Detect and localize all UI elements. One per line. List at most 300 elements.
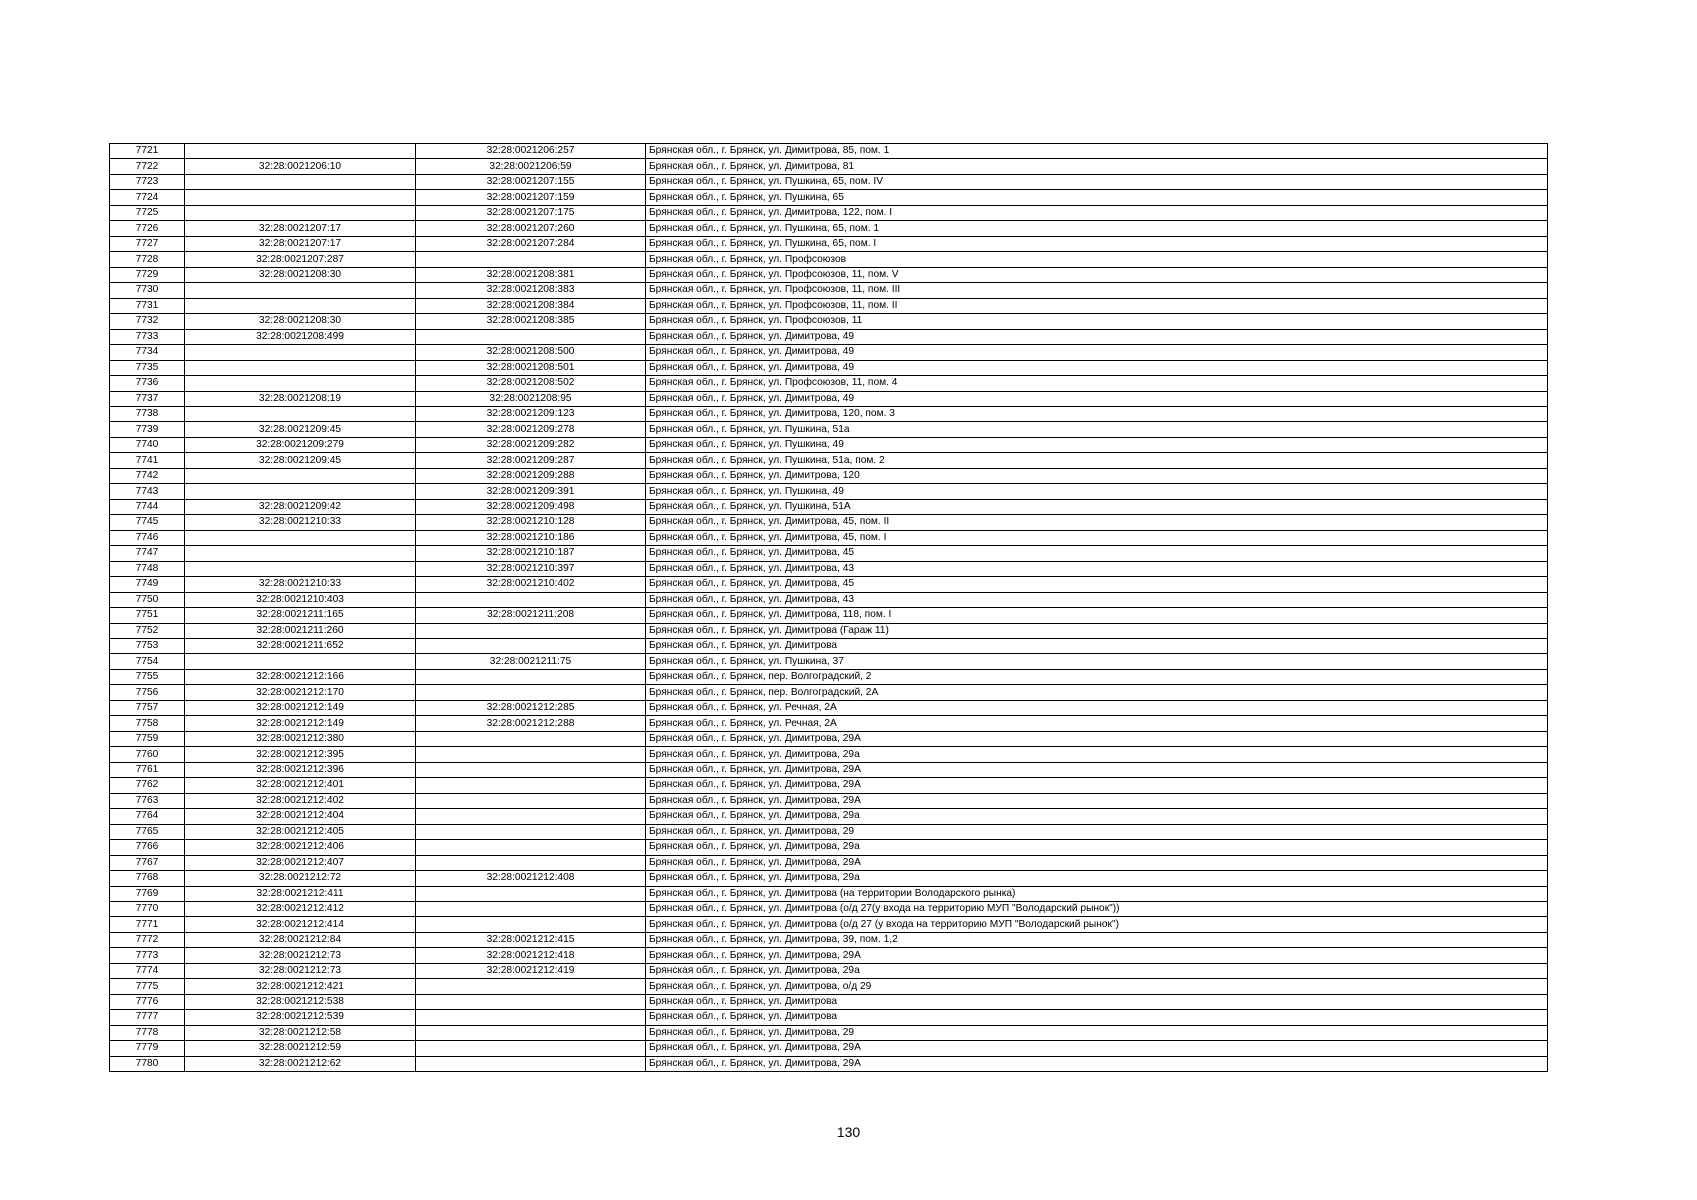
- parcel-number-cell: 32:28:0021208:19: [185, 391, 416, 406]
- parcel-number-cell: 32:28:0021209:45: [185, 453, 416, 468]
- address-cell: Брянская обл., г. Брянск, ул. Димитрова, 43: [646, 592, 1548, 607]
- address-cell: Брянская обл., г. Брянск, ул. Пушкина, 65, пом. IV: [646, 174, 1548, 189]
- parcel-number-cell: [185, 298, 416, 313]
- row-number-cell: 7775: [110, 979, 185, 994]
- address-cell: Брянская обл., г. Брянск, ул. Профсоюзов, 11, пом. III: [646, 283, 1548, 298]
- table-row: [110, 437, 1548, 452]
- row-number-cell: 7731: [110, 298, 185, 313]
- address-cell: Брянская обл., г. Брянск, ул. Пушкина, 37: [646, 654, 1548, 669]
- row-number-cell: 7777: [110, 1010, 185, 1025]
- row-number-cell: 7753: [110, 639, 185, 654]
- object-number-cell: 32:28:0021209:278: [416, 422, 646, 437]
- address-cell: Брянская обл., г. Брянск, ул. Речная, 2А: [646, 700, 1548, 715]
- object-number-cell: 32:28:0021212:288: [416, 716, 646, 731]
- address-cell: Брянская обл., г. Брянск, ул. Димитрова, 120: [646, 468, 1548, 483]
- object-number-cell: 32:28:0021210:128: [416, 515, 646, 530]
- address-cell: Брянская обл., г. Брянск, ул. Профсоюзов, 11: [646, 314, 1548, 329]
- parcel-number-cell: 32:28:0021212:404: [185, 809, 416, 824]
- address-cell: Брянская обл., г. Брянск, ул. Димитрова, 29А: [646, 948, 1548, 963]
- object-number-cell: 32:28:0021207:159: [416, 190, 646, 205]
- address-cell: Брянская обл., г. Брянск, ул. Пушкина, 65, пом. I: [646, 236, 1548, 251]
- table-row: [110, 484, 1548, 499]
- row-number-cell: 7723: [110, 174, 185, 189]
- parcel-number-cell: 32:28:0021209:279: [185, 437, 416, 452]
- row-number-cell: 7772: [110, 932, 185, 947]
- row-number-cell: 7733: [110, 329, 185, 344]
- row-number-cell: 7760: [110, 747, 185, 762]
- parcel-number-cell: 32:28:0021212:58: [185, 1025, 416, 1040]
- address-cell: Брянская обл., г. Брянск, ул. Димитрова, 29а: [646, 871, 1548, 886]
- table-row: [110, 1025, 1548, 1040]
- row-number-cell: 7765: [110, 824, 185, 839]
- object-number-cell: 32:28:0021207:284: [416, 236, 646, 251]
- parcel-number-cell: 32:28:0021212:539: [185, 1010, 416, 1025]
- parcel-number-cell: 32:28:0021208:30: [185, 267, 416, 282]
- row-number-cell: 7756: [110, 685, 185, 700]
- parcel-number-cell: 32:28:0021212:414: [185, 917, 416, 932]
- table-row: [110, 298, 1548, 313]
- table-row: [110, 994, 1548, 1009]
- address-cell: Брянская обл., г. Брянск, ул. Димитрова, 122, пом. I: [646, 205, 1548, 220]
- table-row: [110, 716, 1548, 731]
- address-cell: Брянская обл., г. Брянск, ул. Димитрова: [646, 994, 1548, 1009]
- object-number-cell: 32:28:0021209:288: [416, 468, 646, 483]
- row-number-cell: 7732: [110, 314, 185, 329]
- row-number-cell: 7740: [110, 437, 185, 452]
- table-row: [110, 608, 1548, 623]
- table-row: [110, 236, 1548, 251]
- object-number-cell: [416, 685, 646, 700]
- table-row: [110, 979, 1548, 994]
- table-row: [110, 917, 1548, 932]
- address-cell: Брянская обл., г. Брянск, ул. Профсоюзов, 11, пом. 4: [646, 376, 1548, 391]
- address-cell: Брянская обл., г. Брянск, ул. Димитрова, 43: [646, 561, 1548, 576]
- table-row: [110, 376, 1548, 391]
- row-number-cell: 7767: [110, 855, 185, 870]
- table-row: [110, 1010, 1548, 1025]
- row-number-cell: 7773: [110, 948, 185, 963]
- object-number-cell: 32:28:0021210:186: [416, 530, 646, 545]
- parcel-number-cell: [185, 376, 416, 391]
- object-number-cell: 32:28:0021212:419: [416, 963, 646, 978]
- parcel-number-cell: 32:28:0021207:17: [185, 221, 416, 236]
- address-cell: Брянская обл., г. Брянск, ул. Димитрова, 29а: [646, 809, 1548, 824]
- object-number-cell: 32:28:0021206:59: [416, 159, 646, 174]
- table-row: [110, 190, 1548, 205]
- object-number-cell: [416, 1025, 646, 1040]
- object-number-cell: 32:28:0021208:95: [416, 391, 646, 406]
- address-cell: Брянская обл., г. Брянск, ул. Димитрова, 29: [646, 1025, 1548, 1040]
- table-row: [110, 252, 1548, 267]
- address-cell: Брянская обл., г. Брянск, ул. Димитрова, 29А: [646, 731, 1548, 746]
- table-row: [110, 778, 1548, 793]
- table-row: [110, 855, 1548, 870]
- object-number-cell: 32:28:0021211:208: [416, 608, 646, 623]
- object-number-cell: [416, 979, 646, 994]
- parcel-number-cell: 32:28:0021211:652: [185, 639, 416, 654]
- table-row: [110, 639, 1548, 654]
- row-number-cell: 7745: [110, 515, 185, 530]
- object-number-cell: 32:28:0021212:418: [416, 948, 646, 963]
- row-number-cell: 7725: [110, 205, 185, 220]
- object-number-cell: 32:28:0021208:384: [416, 298, 646, 313]
- object-number-cell: [416, 886, 646, 901]
- parcel-number-cell: 32:28:0021210:33: [185, 577, 416, 592]
- table-row: [110, 654, 1548, 669]
- object-number-cell: 32:28:0021211:75: [416, 654, 646, 669]
- parcel-number-cell: 32:28:0021212:84: [185, 932, 416, 947]
- row-number-cell: 7774: [110, 963, 185, 978]
- address-cell: Брянская обл., г. Брянск, ул. Димитрова (на территории Володарского рынка): [646, 886, 1548, 901]
- row-number-cell: 7779: [110, 1041, 185, 1056]
- row-number-cell: 7749: [110, 577, 185, 592]
- table-row: [110, 561, 1548, 576]
- object-number-cell: 32:28:0021206:257: [416, 144, 646, 159]
- object-number-cell: 32:28:0021210:187: [416, 546, 646, 561]
- table-row: [110, 391, 1548, 406]
- object-number-cell: 32:28:0021209:123: [416, 406, 646, 421]
- object-number-cell: [416, 1010, 646, 1025]
- object-number-cell: 32:28:0021208:383: [416, 283, 646, 298]
- row-number-cell: 7722: [110, 159, 185, 174]
- table-row: [110, 577, 1548, 592]
- parcel-number-cell: [185, 345, 416, 360]
- row-number-cell: 7754: [110, 654, 185, 669]
- object-number-cell: 32:28:0021207:260: [416, 221, 646, 236]
- object-number-cell: [416, 778, 646, 793]
- address-cell: Брянская обл., г. Брянск, ул. Димитрова, 45: [646, 546, 1548, 561]
- parcel-number-cell: 32:28:0021212:538: [185, 994, 416, 1009]
- object-number-cell: [416, 669, 646, 684]
- row-number-cell: 7736: [110, 376, 185, 391]
- object-number-cell: 32:28:0021212:415: [416, 932, 646, 947]
- object-number-cell: [416, 793, 646, 808]
- address-cell: Брянская обл., г. Брянск, ул. Пушкина, 49: [646, 484, 1548, 499]
- row-number-cell: 7746: [110, 530, 185, 545]
- address-cell: Брянская обл., г. Брянск, ул. Пушкина, 65, пом. 1: [646, 221, 1548, 236]
- row-number-cell: 7735: [110, 360, 185, 375]
- address-cell: Брянская обл., г. Брянск, ул. Димитрова (Гараж 11): [646, 623, 1548, 638]
- parcel-number-cell: 32:28:0021206:10: [185, 159, 416, 174]
- address-cell: Брянская обл., г. Брянск, ул. Пушкина, 49: [646, 437, 1548, 452]
- address-cell: Брянская обл., г. Брянск, ул. Димитрова, 49: [646, 391, 1548, 406]
- parcel-number-cell: 32:28:0021212:402: [185, 793, 416, 808]
- row-number-cell: 7721: [110, 144, 185, 159]
- object-number-cell: 32:28:0021208:385: [416, 314, 646, 329]
- row-number-cell: 7748: [110, 561, 185, 576]
- parcel-number-cell: [185, 144, 416, 159]
- row-number-cell: 7742: [110, 468, 185, 483]
- property-register-table: [109, 143, 1548, 1072]
- table-row: [110, 453, 1548, 468]
- row-number-cell: 7737: [110, 391, 185, 406]
- table-row: [110, 406, 1548, 421]
- row-number-cell: 7741: [110, 453, 185, 468]
- parcel-number-cell: 32:28:0021212:170: [185, 685, 416, 700]
- address-cell: Брянская обл., г. Брянск, ул. Димитрова, 29А: [646, 1056, 1548, 1071]
- object-number-cell: 32:28:0021207:155: [416, 174, 646, 189]
- row-number-cell: 7761: [110, 762, 185, 777]
- row-number-cell: 7747: [110, 546, 185, 561]
- table-row: [110, 283, 1548, 298]
- parcel-number-cell: [185, 484, 416, 499]
- row-number-cell: 7750: [110, 592, 185, 607]
- address-cell: Брянская обл., г. Брянск, ул. Речная, 2А: [646, 716, 1548, 731]
- table-row: [110, 314, 1548, 329]
- row-number-cell: 7776: [110, 994, 185, 1009]
- parcel-number-cell: [185, 360, 416, 375]
- address-cell: Брянская обл., г. Брянск, ул. Димитрова: [646, 639, 1548, 654]
- row-number-cell: 7752: [110, 623, 185, 638]
- table-body: [110, 144, 1548, 1072]
- object-number-cell: [416, 1056, 646, 1071]
- address-cell: Брянская обл., г. Брянск, ул. Димитрова, 29а: [646, 747, 1548, 762]
- parcel-number-cell: [185, 190, 416, 205]
- address-cell: Брянская обл., г. Брянск, ул. Профсоюзов, 11, пом. V: [646, 267, 1548, 282]
- table-row: [110, 824, 1548, 839]
- row-number-cell: 7751: [110, 608, 185, 623]
- table-row: [110, 1056, 1548, 1071]
- object-number-cell: 32:28:0021212:408: [416, 871, 646, 886]
- parcel-number-cell: 32:28:0021212:407: [185, 855, 416, 870]
- parcel-number-cell: [185, 546, 416, 561]
- parcel-number-cell: 32:28:0021207:17: [185, 236, 416, 251]
- address-cell: Брянская обл., г. Брянск, ул. Димитрова, 29: [646, 824, 1548, 839]
- parcel-number-cell: [185, 530, 416, 545]
- address-cell: Брянская обл., г. Брянск, ул. Димитрова, 81: [646, 159, 1548, 174]
- address-cell: Брянская обл., г. Брянск, ул. Димитрова, 45: [646, 577, 1548, 592]
- object-number-cell: 32:28:0021207:175: [416, 205, 646, 220]
- parcel-number-cell: 32:28:0021212:412: [185, 901, 416, 916]
- parcel-number-cell: [185, 406, 416, 421]
- table-row: [110, 685, 1548, 700]
- address-cell: Брянская обл., г. Брянск, пер. Волгоградский, 2: [646, 669, 1548, 684]
- parcel-number-cell: 32:28:0021207:287: [185, 252, 416, 267]
- object-number-cell: 32:28:0021208:502: [416, 376, 646, 391]
- row-number-cell: 7759: [110, 731, 185, 746]
- page-number: 130: [836, 1124, 861, 1140]
- parcel-number-cell: 32:28:0021209:45: [185, 422, 416, 437]
- table-row: [110, 932, 1548, 947]
- parcel-number-cell: [185, 283, 416, 298]
- row-number-cell: 7726: [110, 221, 185, 236]
- parcel-number-cell: 32:28:0021212:411: [185, 886, 416, 901]
- address-cell: Брянская обл., г. Брянск, ул. Димитрова, 39, пом. 1,2: [646, 932, 1548, 947]
- address-cell: Брянская обл., г. Брянск, ул. Димитрова, 45, пом. II: [646, 515, 1548, 530]
- address-cell: Брянская обл., г. Брянск, ул. Профсоюзов, 11, пом. II: [646, 298, 1548, 313]
- table-row: [110, 809, 1548, 824]
- table-row: [110, 901, 1548, 916]
- object-number-cell: [416, 1041, 646, 1056]
- address-cell: Брянская обл., г. Брянск, ул. Пушкина, 65: [646, 190, 1548, 205]
- object-number-cell: [416, 809, 646, 824]
- address-cell: Брянская обл., г. Брянск, ул. Димитрова, 49: [646, 345, 1548, 360]
- table-row: [110, 747, 1548, 762]
- row-number-cell: 7768: [110, 871, 185, 886]
- object-number-cell: 32:28:0021209:287: [416, 453, 646, 468]
- address-cell: Брянская обл., г. Брянск, пер. Волгоградский, 2А: [646, 685, 1548, 700]
- table-row: [110, 530, 1548, 545]
- parcel-number-cell: 32:28:0021210:403: [185, 592, 416, 607]
- row-number-cell: 7757: [110, 700, 185, 715]
- address-cell: Брянская обл., г. Брянск, ул. Димитрова, 49: [646, 329, 1548, 344]
- table-row: [110, 221, 1548, 236]
- object-number-cell: [416, 252, 646, 267]
- object-number-cell: 32:28:0021209:498: [416, 499, 646, 514]
- address-cell: Брянская обл., г. Брянск, ул. Димитрова, 49: [646, 360, 1548, 375]
- object-number-cell: [416, 901, 646, 916]
- row-number-cell: 7738: [110, 406, 185, 421]
- object-number-cell: [416, 747, 646, 762]
- object-number-cell: [416, 329, 646, 344]
- row-number-cell: 7743: [110, 484, 185, 499]
- table-row: [110, 205, 1548, 220]
- object-number-cell: 32:28:0021208:500: [416, 345, 646, 360]
- parcel-number-cell: 32:28:0021212:395: [185, 747, 416, 762]
- parcel-number-cell: 32:28:0021212:59: [185, 1041, 416, 1056]
- parcel-number-cell: 32:28:0021208:499: [185, 329, 416, 344]
- row-number-cell: 7771: [110, 917, 185, 932]
- object-number-cell: 32:28:0021210:397: [416, 561, 646, 576]
- address-cell: Брянская обл., г. Брянск, ул. Димитрова, 118, пом. I: [646, 608, 1548, 623]
- object-number-cell: [416, 824, 646, 839]
- table-row: [110, 546, 1548, 561]
- parcel-number-cell: [185, 205, 416, 220]
- object-number-cell: [416, 639, 646, 654]
- object-number-cell: [416, 762, 646, 777]
- parcel-number-cell: 32:28:0021212:421: [185, 979, 416, 994]
- table-row: [110, 871, 1548, 886]
- table-row: [110, 267, 1548, 282]
- row-number-cell: 7770: [110, 901, 185, 916]
- table-row: [110, 731, 1548, 746]
- object-number-cell: 32:28:0021208:381: [416, 267, 646, 282]
- object-number-cell: [416, 855, 646, 870]
- object-number-cell: 32:28:0021208:501: [416, 360, 646, 375]
- table-row: [110, 963, 1548, 978]
- table-row: [110, 329, 1548, 344]
- object-number-cell: [416, 994, 646, 1009]
- row-number-cell: 7769: [110, 886, 185, 901]
- table-row: [110, 886, 1548, 901]
- address-cell: Брянская обл., г. Брянск, ул. Димитрова, 29А: [646, 855, 1548, 870]
- address-cell: Брянская обл., г. Брянск, ул. Димитрова: [646, 1010, 1548, 1025]
- table-row: [110, 948, 1548, 963]
- address-cell: Брянская обл., г. Брянск, ул. Профсоюзов: [646, 252, 1548, 267]
- table-row: [110, 360, 1548, 375]
- object-number-cell: [416, 731, 646, 746]
- parcel-number-cell: 32:28:0021212:380: [185, 731, 416, 746]
- table-row: [110, 159, 1548, 174]
- object-number-cell: [416, 592, 646, 607]
- parcel-number-cell: 32:28:0021212:72: [185, 871, 416, 886]
- table-row: [110, 422, 1548, 437]
- table-row: [110, 793, 1548, 808]
- address-cell: Брянская обл., г. Брянск, ул. Пушкина, 51а: [646, 422, 1548, 437]
- address-cell: Брянская обл., г. Брянск, ул. Димитрова, 85, пом. 1: [646, 144, 1548, 159]
- parcel-number-cell: 32:28:0021209:42: [185, 499, 416, 514]
- table-row: [110, 623, 1548, 638]
- table-row: [110, 1041, 1548, 1056]
- parcel-number-cell: [185, 468, 416, 483]
- parcel-number-cell: [185, 654, 416, 669]
- parcel-number-cell: 32:28:0021212:149: [185, 716, 416, 731]
- table-row: [110, 174, 1548, 189]
- object-number-cell: 32:28:0021212:285: [416, 700, 646, 715]
- table-row: [110, 468, 1548, 483]
- row-number-cell: 7730: [110, 283, 185, 298]
- table-row: [110, 144, 1548, 159]
- table-row: [110, 345, 1548, 360]
- table-row: [110, 840, 1548, 855]
- object-number-cell: [416, 840, 646, 855]
- row-number-cell: 7758: [110, 716, 185, 731]
- parcel-number-cell: 32:28:0021210:33: [185, 515, 416, 530]
- parcel-number-cell: 32:28:0021212:149: [185, 700, 416, 715]
- row-number-cell: 7734: [110, 345, 185, 360]
- table-row: [110, 700, 1548, 715]
- address-cell: Брянская обл., г. Брянск, ул. Димитрова, 29а: [646, 963, 1548, 978]
- object-number-cell: [416, 917, 646, 932]
- parcel-number-cell: 32:28:0021212:73: [185, 963, 416, 978]
- row-number-cell: 7728: [110, 252, 185, 267]
- address-cell: Брянская обл., г. Брянск, ул. Димитрова, 29А: [646, 793, 1548, 808]
- parcel-number-cell: 32:28:0021211:260: [185, 623, 416, 638]
- table-row: [110, 592, 1548, 607]
- row-number-cell: 7763: [110, 793, 185, 808]
- object-number-cell: [416, 623, 646, 638]
- parcel-number-cell: 32:28:0021211:165: [185, 608, 416, 623]
- parcel-number-cell: [185, 561, 416, 576]
- row-number-cell: 7727: [110, 236, 185, 251]
- row-number-cell: 7762: [110, 778, 185, 793]
- parcel-number-cell: 32:28:0021212:405: [185, 824, 416, 839]
- address-cell: Брянская обл., г. Брянск, ул. Димитрова, 29А: [646, 1041, 1548, 1056]
- parcel-number-cell: 32:28:0021208:30: [185, 314, 416, 329]
- address-cell: Брянская обл., г. Брянск, ул. Пушкина, 51А: [646, 499, 1548, 514]
- address-cell: Брянская обл., г. Брянск, ул. Димитрова (о/д 27 (у входа на территорию МУП "Володарский рынок"): [646, 917, 1548, 932]
- row-number-cell: 7764: [110, 809, 185, 824]
- table-row: [110, 515, 1548, 530]
- row-number-cell: 7739: [110, 422, 185, 437]
- table-row: [110, 499, 1548, 514]
- parcel-number-cell: 32:28:0021212:166: [185, 669, 416, 684]
- row-number-cell: 7780: [110, 1056, 185, 1071]
- row-number-cell: 7729: [110, 267, 185, 282]
- address-cell: Брянская обл., г. Брянск, ул. Димитрова, 29А: [646, 762, 1548, 777]
- address-cell: Брянская обл., г. Брянск, ул. Димитрова, о/д 29: [646, 979, 1548, 994]
- row-number-cell: 7755: [110, 669, 185, 684]
- parcel-number-cell: 32:28:0021212:62: [185, 1056, 416, 1071]
- address-cell: Брянская обл., г. Брянск, ул. Димитрова, 120, пом. 3: [646, 406, 1548, 421]
- row-number-cell: 7778: [110, 1025, 185, 1040]
- address-cell: Брянская обл., г. Брянск, ул. Димитрова, 29а: [646, 840, 1548, 855]
- parcel-number-cell: 32:28:0021212:406: [185, 840, 416, 855]
- address-cell: Брянская обл., г. Брянск, ул. Пушкина, 51а, пом. 2: [646, 453, 1548, 468]
- parcel-number-cell: [185, 174, 416, 189]
- address-cell: Брянская обл., г. Брянск, ул. Димитрова (о/д 27(у входа на территорию МУП "Володарский рынок")): [646, 901, 1548, 916]
- object-number-cell: 32:28:0021210:402: [416, 577, 646, 592]
- address-cell: Брянская обл., г. Брянск, ул. Димитрова, 29А: [646, 778, 1548, 793]
- object-number-cell: 32:28:0021209:391: [416, 484, 646, 499]
- parcel-number-cell: 32:28:0021212:73: [185, 948, 416, 963]
- row-number-cell: 7766: [110, 840, 185, 855]
- parcel-number-cell: 32:28:0021212:401: [185, 778, 416, 793]
- parcel-number-cell: 32:28:0021212:396: [185, 762, 416, 777]
- table-row: [110, 762, 1548, 777]
- object-number-cell: 32:28:0021209:282: [416, 437, 646, 452]
- row-number-cell: 7744: [110, 499, 185, 514]
